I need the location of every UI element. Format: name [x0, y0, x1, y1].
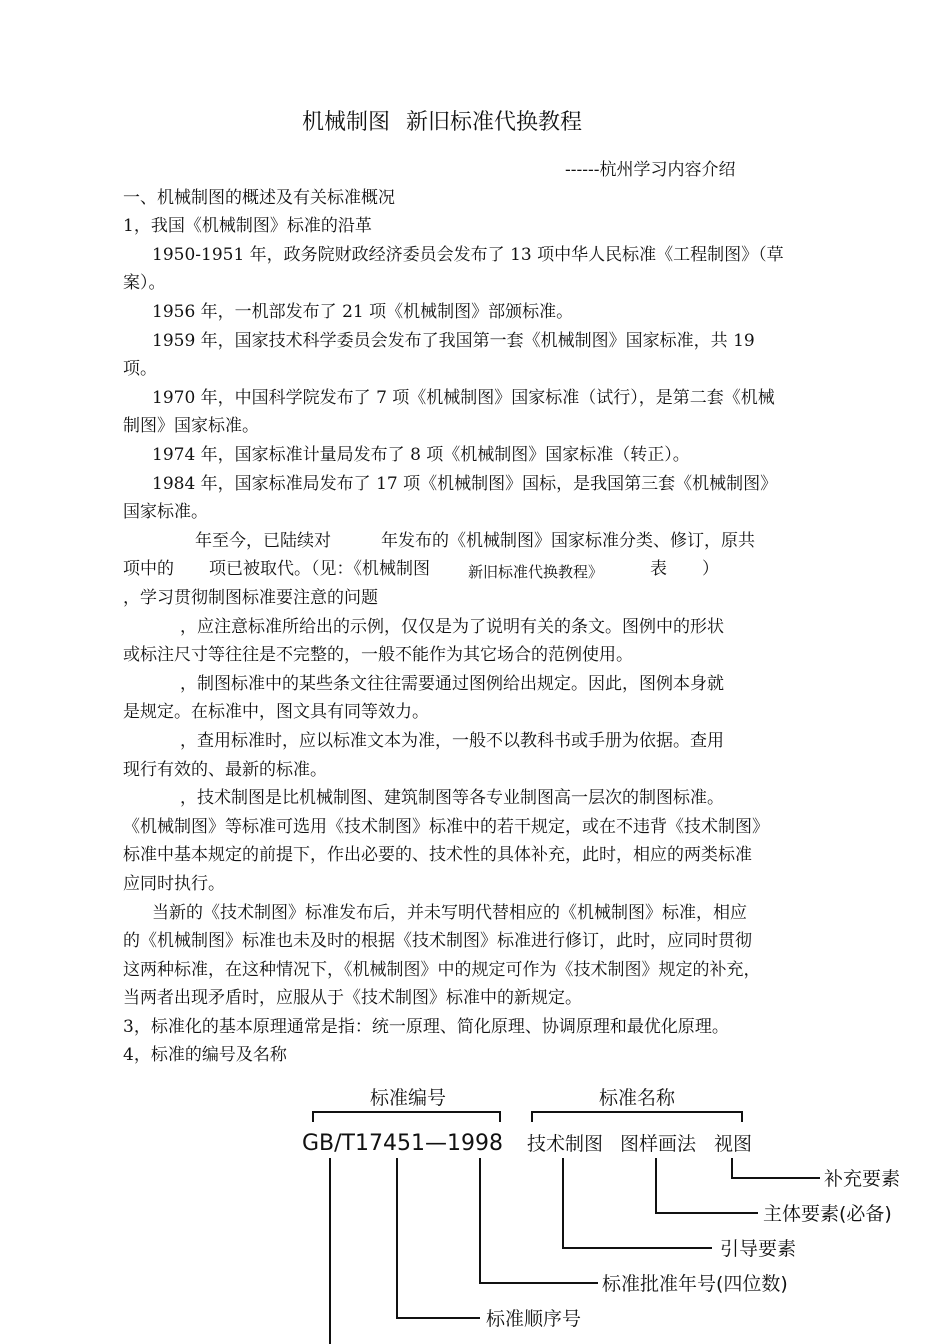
numbered-item: 3，标准化的基本原理通常是指：统一原理、简化原理、协调原理和最优化原理。 [123, 1017, 729, 1037]
numbered-item: 4，标准的编号及名称 [123, 1045, 287, 1065]
note-line: 应同时执行。 [123, 874, 225, 894]
history-line: 1984 年，国家标准局发布了 17 项《机械制图》国标，是我国第三套《机械制图》 [152, 474, 778, 494]
text-fragment: 年发布的《机械制图》国家标准分类、修订，原共 [381, 531, 755, 551]
note-line: ，技术制图是比机械制图、建筑制图等各专业制图高一层次的制图标准。 [180, 788, 724, 808]
name-part-2: 图样画法 [620, 1133, 697, 1155]
note-line: 《机械制图》等标准可选用《技术制图》标准中的若干规定，或在不违背《技术制图》 [123, 817, 769, 837]
name-part-1: 技术制图 [527, 1133, 604, 1155]
text-fragment: 表 [650, 559, 667, 579]
leader-year [480, 1158, 598, 1283]
history-line: 1974 年，国家标准计量局发布了 8 项《机械制图》国家标准（转正）。 [152, 445, 690, 465]
subsection-heading: ，学习贯彻制图标准要注意的问题 [123, 588, 378, 608]
page-title: 机械制图 [302, 110, 391, 135]
note-line: 是规定。在标准中，图文具有同等效力。 [123, 702, 429, 722]
text-fragment: 年至今，已陆续对 [195, 531, 331, 551]
history-line: 国家标准。 [123, 502, 208, 522]
note-line: ，查用标准时，应以标准文本为准，一般不以教科书或手册为依据。查用 [180, 731, 724, 751]
note-line: 标准中基本规定的前提下，作出必要的、技术性的具体补充，此时，相应的两类标准 [123, 845, 752, 865]
history-line: 1950-1951 年，政务院财政经济委员会发布了 13 项中华人民标准《工程制图》（草 [152, 245, 784, 265]
note-line: ，应注意标准所给出的示例，仅仅是为了说明有关的条文。图例中的形状 [180, 617, 724, 637]
leader-main [656, 1158, 758, 1213]
callout-seq: 标准顺序号 [486, 1308, 582, 1330]
text-fragment: ） [702, 559, 719, 579]
bracket-name [532, 1112, 742, 1122]
note-line: 这两种标准，在这种情况下，《机械制图》中的规定可作为《技术制图》规定的补充， [123, 960, 761, 980]
note-line: 或标注尺寸等往往是不完整的，一般不能作为其它场合的范例使用。 [123, 645, 633, 665]
callout-year: 标准批准年号(四位数) [602, 1273, 788, 1295]
leader-seq [397, 1158, 480, 1318]
text-fragment: 项中的 [123, 559, 174, 579]
history-line: 案）。 [123, 273, 166, 293]
history-line: 项。 [123, 359, 157, 379]
subsection-heading: 1，我国《机械制图》标准的沿革 [123, 216, 372, 236]
page-subtitle: ------杭州学习内容介绍 [565, 160, 736, 180]
callout-supplement: 补充要素 [824, 1168, 901, 1190]
history-line: 1970 年，中国科学院发布了 7 项《机械制图》国家标准（试行），是第二套《机械 [152, 388, 775, 408]
text-fragment: 项已被取代。（见：《机械制图 [209, 559, 430, 579]
page-title-suffix: 新旧标准代换教程 [406, 110, 583, 135]
text-fragment: 新旧标准代换教程》 [468, 563, 604, 581]
note-line: ，制图标准中的某些条文往往需要通过图例给出规定。因此，图例本身就 [180, 674, 724, 694]
note-line: 的《机械制图》标准也未及时的根据《技术制图》标准进行修订，此时，应同时贯彻 [123, 931, 752, 951]
section-heading: 一、机械制图的概述及有关标准概况 [123, 188, 395, 208]
note-line: 当两者出现矛盾时，应服从于《技术制图》标准中的新规定。 [123, 988, 582, 1008]
note-line: 现行有效的、最新的标准。 [123, 760, 327, 780]
callout-intro: 引导要素 [720, 1238, 797, 1260]
leader-supplement [732, 1158, 820, 1178]
leader-intro [563, 1158, 712, 1248]
history-line: 制图》国家标准。 [123, 416, 259, 436]
label-standard-name: 标准名称 [599, 1087, 676, 1109]
label-standard-number: 标准编号 [370, 1087, 447, 1109]
bracket-number [313, 1112, 500, 1122]
history-line: 1956 年，一机部发布了 21 项《机械制图》部颁标准。 [152, 302, 574, 322]
name-part-3: 视图 [714, 1133, 753, 1155]
history-line: 1959 年，国家技术科学委员会发布了我国第一套《机械制图》国家标准，共 19 [152, 331, 755, 351]
note-line: 当新的《技术制图》标准发布后，并未写明代替相应的《机械制图》标准，相应 [152, 903, 747, 923]
callout-main: 主体要素(必备) [763, 1203, 892, 1225]
standard-code: GB/T17451—1998 [302, 1131, 503, 1156]
